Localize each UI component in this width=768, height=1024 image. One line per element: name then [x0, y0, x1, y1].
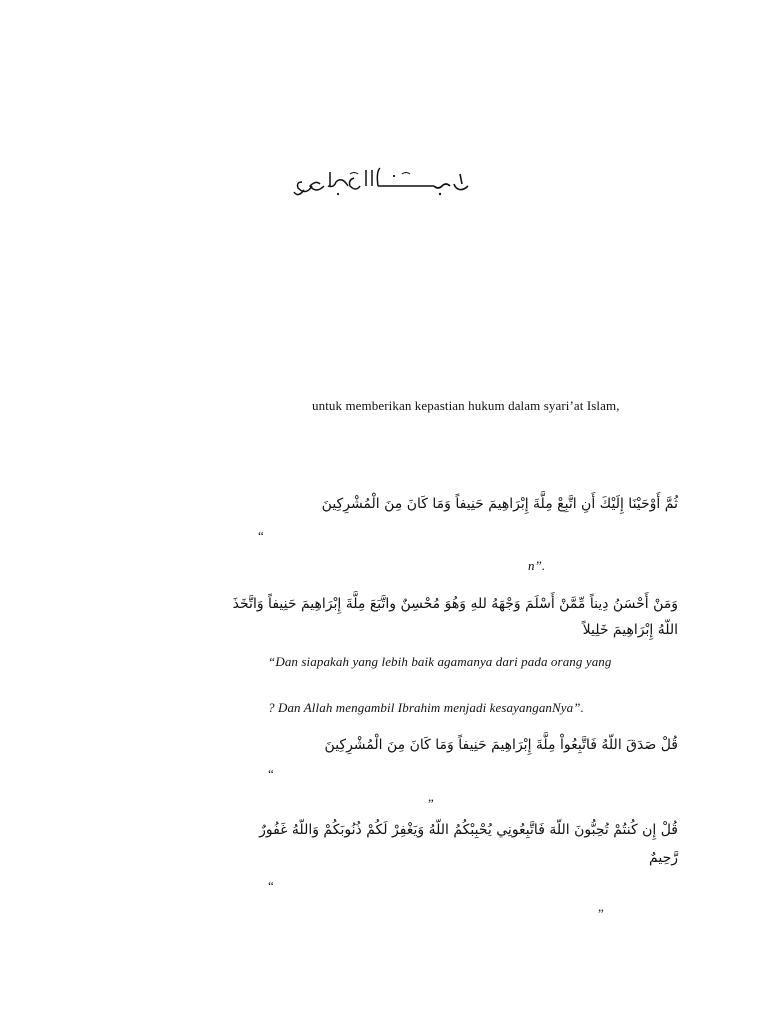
- body-text-line: untuk memberikan kepastian hukum dalam syari’at Islam,: [312, 398, 620, 413]
- arabic-verse-2-line-1: وَمَنْ أَحْسَنُ دِيناً مِّمَّنْ أَسْلَمَ وَجْهَهُ للهِ وَهُوَ مُحْسِنٌ واتَّبَعَ مِلَّةَ إِبْرَاهِيمَ حَنِيفاً وَاتَّخَذَ: [232, 596, 678, 612]
- basmalah-calligraphy: [290, 160, 480, 204]
- quote-open-mark: “: [268, 766, 274, 781]
- arabic-verse-2-line-2: اللّهُ إِبْرَاهِيمَ خَلِيلاً: [582, 622, 678, 638]
- translation-fragment: n”.: [528, 558, 546, 573]
- translation-verse-2-line-1: “Dan siapakah yang lebih baik agamanya dari pada orang yang: [268, 654, 612, 669]
- arabic-verse-4-line-1: قُلْ إِن كُنتُمْ تُحِبُّونَ اللّهَ فَاتَّبِعُونِي يُحْبِبْكُمُ اللّهُ وَيَغْفِرْ لَكُمْ ذُنُوبَكُمْ وَاللّهُ غَفُورٌ: [259, 822, 678, 838]
- quote-open-mark: “: [268, 878, 274, 893]
- arabic-verse-4-line-2: رَّحِيمٌ: [649, 850, 678, 866]
- arabic-verse-1: ثُمَّ أَوْحَيْنَا إِلَيْكَ أَنِ اتَّبِعْ مِلَّةَ إِبْرَاهِيمَ حَنِيفاً وَمَا كَانَ مِنَ الْمُشْرِكِينَ: [321, 496, 678, 512]
- quote-close-mark: ”: [428, 796, 434, 811]
- basmalah-calligraphy-drawing: [290, 160, 480, 204]
- arabic-verse-3: قُلْ صَدَقَ اللّهُ فَاتَّبِعُواْ مِلَّةَ إِبْرَاهِيمَ حَنِيفاً وَمَا كَانَ مِنَ الْمُشْرِكِينَ: [324, 737, 678, 753]
- quote-close-mark: ”: [598, 906, 604, 921]
- quote-open-mark: “: [258, 528, 264, 543]
- translation-verse-2-line-2: ? Dan Allah mengambil Ibrahim menjadi kesayanganNya”.: [268, 700, 584, 715]
